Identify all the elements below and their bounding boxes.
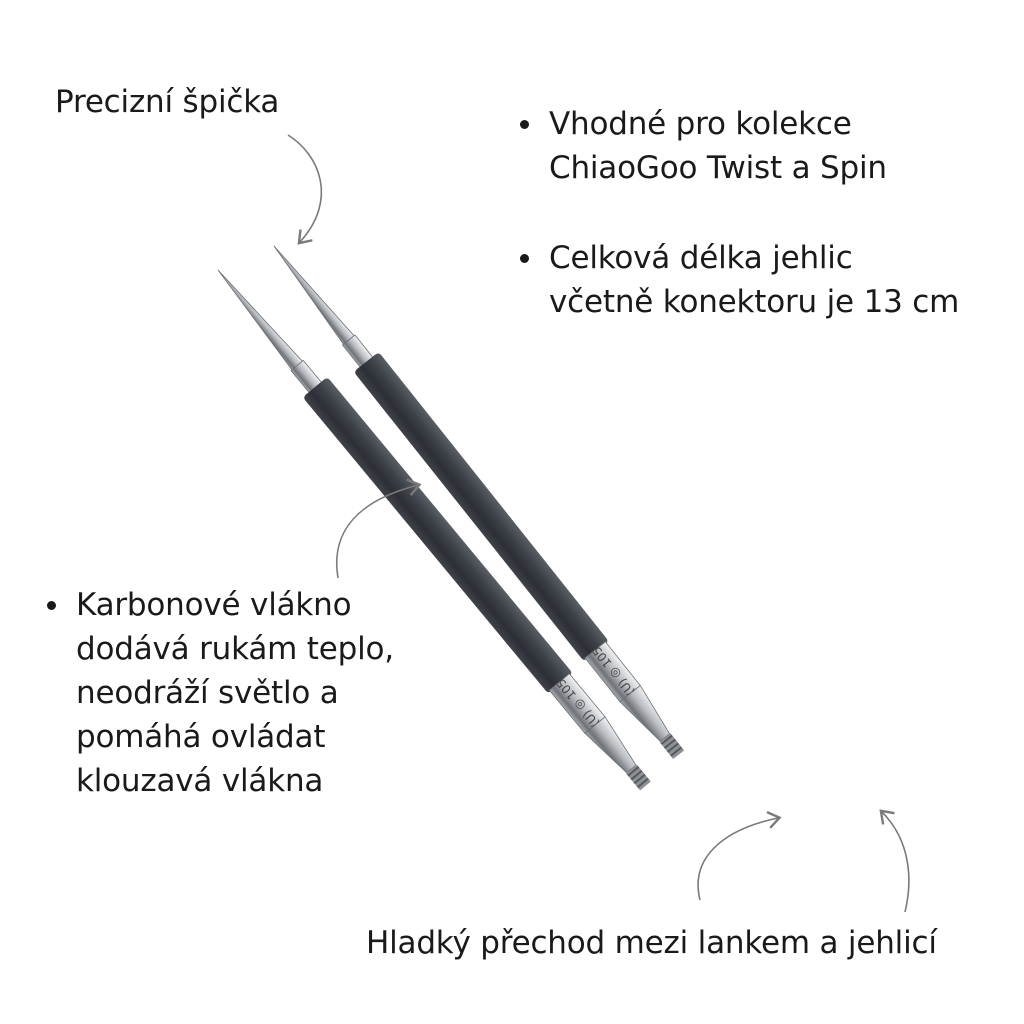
length-line-1: Celková délka jehlic [549, 236, 959, 280]
needle-front-marking: (U) ◎ 105 [553, 675, 603, 731]
needle-back-marking: (U) ◎ 105 [589, 643, 638, 699]
transition-right-arrow [882, 812, 909, 912]
carbon-line-2: dodává rukám teplo, [76, 631, 394, 667]
carbon-line-1: Karbonové vlákno [76, 583, 394, 627]
transition-left-arrow [698, 818, 778, 900]
carbon-line-5: klouzavá vlákna [76, 763, 324, 799]
length-line-2: včetně konektoru je 13 cm [549, 284, 960, 320]
precise-tip-label: Precizní špička [55, 84, 280, 120]
compatibility-label [549, 102, 887, 190]
needle-back-tip [269, 242, 357, 348]
needle-front-tip [213, 266, 305, 374]
compatibility-line-2: ChiaoGoo Twist a Spin [549, 150, 887, 186]
carbon-line-4: pomáhá ovládat [76, 719, 326, 755]
length-label [549, 236, 959, 324]
compatibility-line-1: Vhodné pro kolekce [549, 102, 887, 146]
smooth-transition-label: Hladký přechod mezi lankem a jehlicí [366, 925, 937, 961]
carbon-fiber-label [76, 583, 394, 803]
carbon-line-3: neodráží světlo a [76, 675, 339, 711]
tip-arrow [288, 135, 321, 242]
